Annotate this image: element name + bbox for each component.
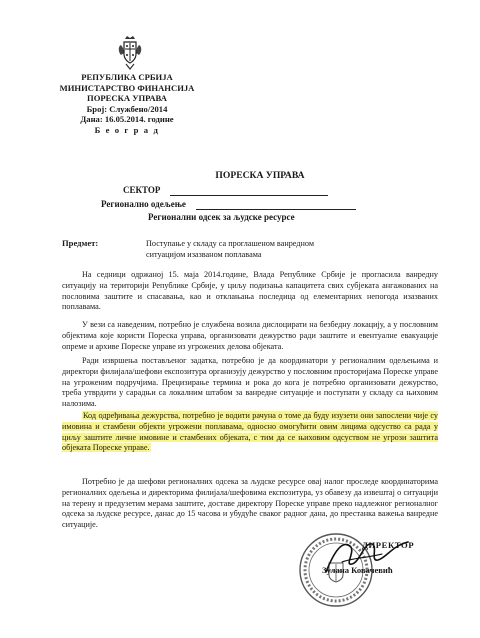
body-paragraph-2: У вези са наведеним, потребно је службена возила дислоцирати на безбедну локацију, а у пословним објектима које користи Пореска управа, организовати дежурство ради заштите и евентуалне евакуације опреме и архиве Пореске управе из угрожених делова објеката. [62,320,438,351]
letterhead-number: Број: Службено/2014 [86,103,168,114]
subject-label: Предмет: [62,238,99,248]
body-paragraph-5: Потребно је да шефови регионалних одсека за људске ресурсе овај налог проследе координаторима регионалних одељења и директорима филијала/шефовима експозитура, уз обавезу да извештај о ситуацији на терену и предузетим мерама заштите, доставе директору Пореске управе преко надлежног регионалног одсека за људске ресурсе, данас до 15 часова и убудуће сваког радног дана, до престанка важења ванредне ситуације. [62,477,438,530]
coat-of-arms-icon [118,36,142,70]
recipient-department: Регионални одсек за људске ресурсе [148,212,295,222]
body-paragraph-4-highlighted [62,411,438,454]
letterhead-date: Дана: 16.05.2014. године [80,114,174,125]
highlighted-text: Код одређивања дежурства, потребно је водити рачуна о томе да буду изузети они запослени чије су имовина и стамбени објекти угрожени поплавама, односно омогућити овим лицима одсуство са рада у циљу заштите личне имовине и стамбених објеката, с тим да се њиховим одсуством не угрози заштита објеката Пореске управе. [62,411,438,453]
letterhead [42,72,212,136]
sector-blank-line [170,195,328,196]
regional-blank-line [196,209,356,210]
letterhead-ministry: МИНИСТАРСТВО ФИНАНСИЈА [59,82,195,93]
signatory-role: ДИРЕКТОР [362,540,415,550]
recipient-title: ПОРЕСКА УПРАВА [215,170,305,181]
body-paragraph-1: На седници одржаној 15. маја 2014.године, Влада Републике Србије је прогласила ванредну ситуацију на територији Републике Србије, у циљу подизања капацитета свих субјеката ангажованих на пословима заштите и спасавања, као и отклањања последица од елементарних непогода изазваних поплавама. [62,270,438,312]
letterhead-country: РЕПУБЛИКА СРБИЈА [81,72,173,82]
subject-text: Поступање у складу са проглашеном ванредном ситуацијом изазваном поплавама [146,239,314,259]
letterhead-city: Б е о г р а д [94,124,160,135]
letterhead-agency: ПОРЕСКА УПРАВА [87,93,167,104]
signatory-name: Зулана Ковачевић [322,565,393,575]
recipient-regional-label: Регионално одељење [101,199,186,209]
body-paragraph-3: Ради извршења постављеног задатка, потребно је да координатори у регионалним одељењима и директори филијала/шефови експозитура организују дежурство у пословним просторијама Пореске управе на угроженим подручјима. Прецизирање термина и рока до кога је потребно организовати дежурство, треба утврдити у сарадњи са локалним штабом за ванредне ситуације и поступати у складу са њиховим налозима. [62,356,438,409]
recipient-sector-label: СЕКТОР [123,185,161,195]
